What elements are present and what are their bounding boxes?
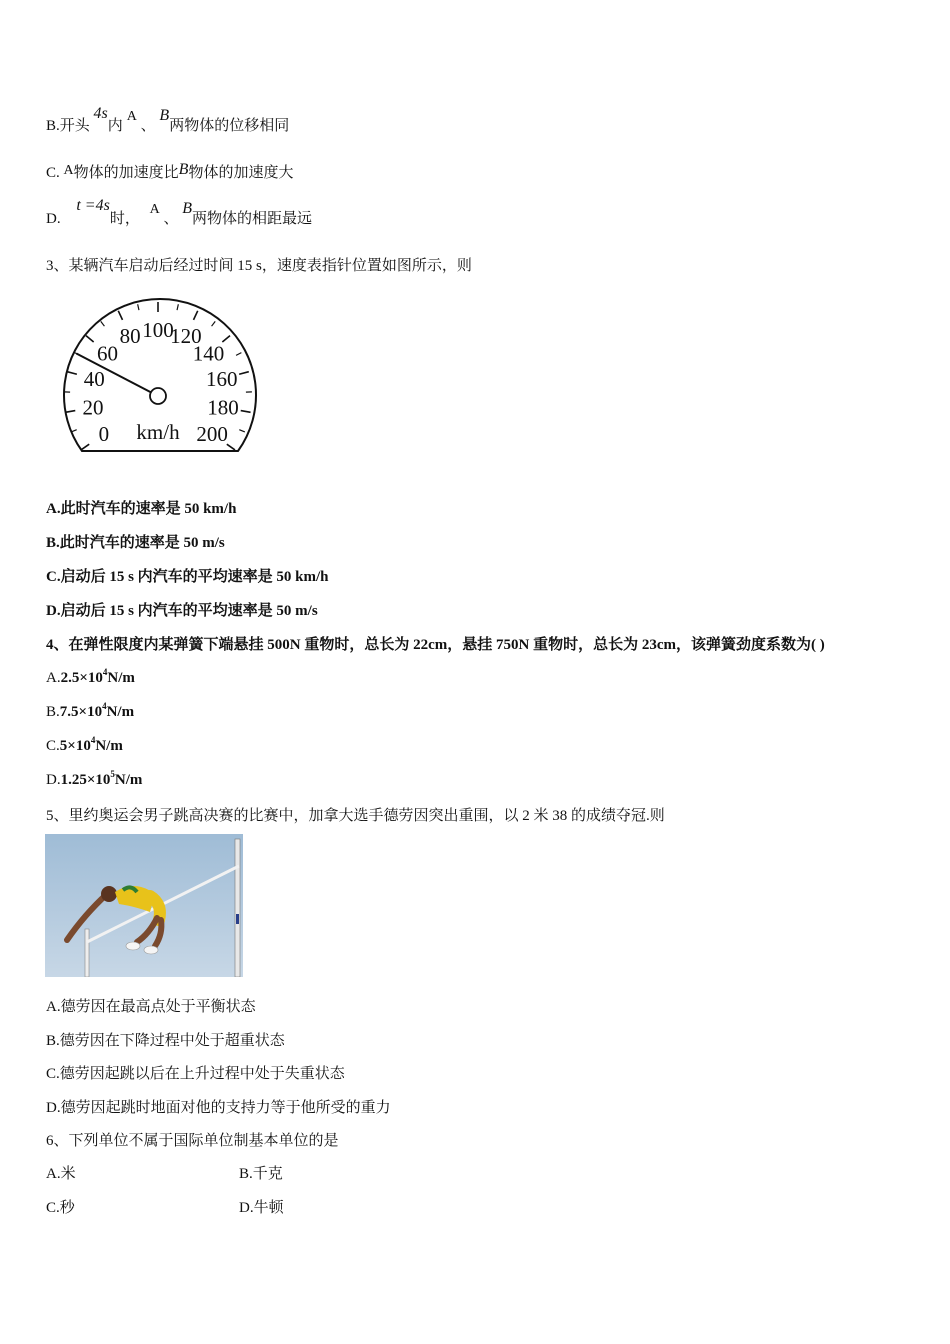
gauge-unit: km/h: [136, 420, 180, 444]
math-4s: 4s: [93, 105, 108, 122]
option-b-prev: [46, 105, 290, 135]
q6-option-b: B.千克: [239, 1166, 283, 1182]
option-prefix: B.: [46, 704, 60, 720]
option-text: 物体的加速度比: [73, 165, 179, 181]
gauge-tick: [71, 430, 77, 432]
gauge-tick: [118, 311, 122, 320]
gauge-tick: [177, 304, 178, 310]
math-t-eq-4s: t =4s: [76, 197, 110, 214]
gauge-tick: [236, 353, 241, 356]
option-value: 5×10: [59, 738, 91, 754]
q3-option-c: C.启动后 15 s 内汽车的平均速率是 50 km/h: [46, 569, 329, 585]
gauge-tick: [86, 336, 94, 342]
q6-option-a: A.米: [46, 1166, 76, 1182]
q3-option-b: B.此时汽车的速率是 50 m/s: [46, 535, 225, 551]
option-prefix: B.: [46, 118, 60, 134]
q6-option-c: C.秒: [46, 1200, 75, 1216]
gauge-tick: [81, 444, 89, 450]
q4-option-a: [46, 668, 135, 687]
q4-option-c: [46, 736, 123, 755]
gauge-tick: [138, 304, 139, 310]
gauge-tick: [227, 444, 235, 450]
gauge-label: 60: [96, 341, 118, 366]
math-a: A: [149, 202, 160, 217]
option-text: 时，: [109, 211, 140, 227]
gauge-tick: [212, 321, 216, 326]
math-b: B: [178, 161, 189, 178]
q4-option-b: [46, 702, 134, 721]
option-text: 两物体的相距最远: [192, 211, 313, 227]
option-prefix: A.: [46, 670, 61, 686]
gauge-tick: [193, 311, 197, 320]
high-jump-standard-left: [85, 929, 89, 977]
high-jump-photo: [45, 834, 243, 977]
gauge-tick: [239, 430, 245, 432]
math-a: A: [63, 163, 74, 178]
gauge-tick: [241, 411, 251, 413]
option-exponent: 4: [90, 735, 96, 745]
option-text: 、: [140, 118, 156, 134]
option-unit: N/m: [114, 772, 143, 788]
option-c-prev: [46, 161, 293, 182]
option-text: 物体的加速度大: [188, 165, 294, 181]
q5-option-c: C.德劳因起跳以后在上升过程中处于失重状态: [46, 1066, 345, 1082]
gauge-tick: [65, 411, 75, 413]
option-exponent: 4: [102, 667, 108, 677]
option-d-prev: [46, 197, 313, 228]
option-prefix: D.: [46, 211, 61, 227]
gauge-label: 0: [98, 421, 110, 446]
option-exponent: 4: [102, 701, 107, 711]
gauge-tick: [67, 372, 77, 375]
option-prefix: C.: [46, 165, 60, 181]
q4-stem: 4、在弹性限度内某弹簧下端悬挂 500N 重物时，总长为 22cm，悬挂 750N 重物时，总长为 23cm，该弹簧劲度系数为( ): [46, 637, 825, 653]
q3-option-a: A.此时汽车的速率是 50 km/h: [46, 501, 237, 517]
gauge-label: 180: [207, 395, 239, 420]
option-unit: N/m: [107, 670, 135, 686]
gauge-pivot: [150, 388, 166, 404]
gauge-label: 200: [196, 421, 228, 446]
option-value: 7.5×10: [59, 704, 103, 720]
math-a: A: [126, 109, 137, 124]
gauge-label: 140: [192, 341, 225, 366]
option-text: 开头: [59, 118, 90, 134]
q3-option-d: D.启动后 15 s 内汽车的平均速率是 50 m/s: [46, 603, 318, 619]
speedometer-figure: [60, 293, 260, 458]
gauge-label: 20: [82, 395, 104, 420]
option-prefix: D.: [46, 772, 61, 788]
math-b: B: [182, 200, 192, 217]
q6-option-d: D.牛顿: [239, 1200, 284, 1216]
q5-stem: 5、里约奥运会男子跳高决赛的比赛中，加拿大选手德劳因突出重围，以 2 米 38 的成绩夺冠.则: [46, 808, 665, 824]
gauge-label: 160: [206, 366, 238, 391]
q5-option-d: D.德劳因起跳时地面对他的支持力等于他所受的重力: [46, 1100, 391, 1116]
option-value: 1.25×10: [60, 772, 111, 788]
option-text: 两物体的位移相同: [169, 118, 290, 134]
gauge-label: 80: [119, 324, 141, 349]
gauge-label: 40: [83, 366, 105, 391]
option-unit: N/m: [95, 738, 123, 754]
q4-option-d: [46, 770, 142, 789]
q5-option-a: A.德劳因在最高点处于平衡状态: [46, 999, 256, 1015]
gauge-tick: [239, 372, 249, 375]
option-prefix: C.: [46, 738, 60, 754]
q6-stem: 6、下列单位不属于国际单位制基本单位的是: [46, 1133, 339, 1149]
high-jump-standard: [235, 839, 240, 977]
q3-stem: 3、某辆汽车启动后经过时间 15 s，速度表指针位置如图所示，则: [46, 258, 472, 274]
option-exponent: 5: [110, 769, 115, 779]
gauge-label: 100: [142, 318, 174, 342]
option-unit: N/m: [106, 704, 135, 720]
q5-option-b: B.德劳因在下降过程中处于超重状态: [46, 1033, 285, 1049]
option-text: 、: [163, 211, 179, 227]
option-value: 2.5×10: [60, 670, 103, 686]
math-b: B: [159, 107, 170, 124]
gauge-tick: [101, 321, 105, 326]
gauge-label: 120: [170, 324, 202, 349]
option-text: 内: [107, 118, 123, 134]
